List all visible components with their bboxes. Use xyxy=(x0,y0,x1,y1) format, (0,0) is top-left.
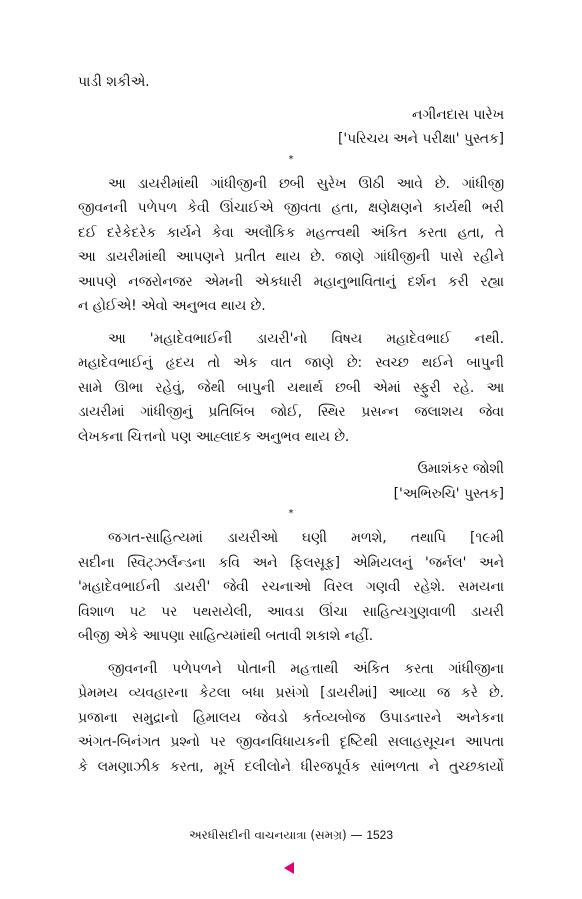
paragraph-line: આ ડાયરીમાંથી ગાંધીજીની છબી સુરેખ ઊઠી આવે છે. ગાંધીજી xyxy=(108,175,504,192)
paragraph-line: 'મહાદેવભાઈની ડાયરી' જેવી રચનાઓ વિરલ ગણવી રહેશે. સમયના xyxy=(78,579,504,595)
page-number: 1523 xyxy=(366,828,394,842)
paragraph-line: આ ડાયરીમાંથી આપણને પ્રતીત થાય છે. જાણે ગાંધીજીની પાસે રહીને xyxy=(78,249,504,265)
paragraph-line: લેખકના ચિત્તનો પણ આહ્લાદક અનુભવ થાય છે. xyxy=(78,428,350,445)
continuation-line: પાડી શકીએ. xyxy=(78,74,150,90)
previous-page-arrow-icon[interactable] xyxy=(284,862,294,874)
paragraph-line: વિશાળ પટ પર પથરાયેલી, આવડા ઊંચા સાહિત્યગુણવાળી ડાયરી xyxy=(78,603,504,620)
paragraph-line: બીજી એકે આપણા સાહિત્યમાંથી બતાવી શકાશે નહીં. xyxy=(78,628,374,644)
paragraph-line: જગત-સાહિત્યમાં ડાયરીઓ ઘણી મળશે, તથાપિ [૧૯મી xyxy=(108,530,504,546)
separator-star: * xyxy=(288,153,294,165)
paragraph-line: પ્રજાના સમુદ્રાનો હિમાલય જેવડો કર્તવ્યબોજ ઉપાડનારને અનેકના xyxy=(78,709,504,726)
paragraph-line: કે લમણાઝીક કરતા, મૂર્ખ દલીલોને ધીરજપૂર્વક સાંભળતા ને તુચ્છકાર્યો xyxy=(78,758,504,775)
attribution-name: ઉમાશંકર જોશી xyxy=(417,461,504,477)
paragraph-line: દઈ દરેકેદરેક કાર્યને કેવા અલૌકિક મહત્ત્વથી અંકિત કરતા હતા, તે xyxy=(78,224,504,241)
attribution-source: ['અભિરુચિ' પુસ્તક] xyxy=(393,485,504,502)
paragraph-2 xyxy=(78,327,504,450)
attribution-name: નગીનદાસ પારેખ xyxy=(411,106,504,123)
paragraph-3 xyxy=(78,526,504,649)
page-footer xyxy=(0,828,582,843)
paragraph-line: જીવનની પળેપળ કેવી ઊંચાઈએ જીવતા હતા, ક્ષણેક્ષણને કાર્યથી ભરી xyxy=(78,200,504,216)
separator-star: * xyxy=(288,508,294,519)
paragraph-line: પ્રેમમય વ્યવહારના કેટલા બધા પ્રસંગો [ડાયરીમાં] આવ્યા જ કરે છે. xyxy=(78,685,504,701)
paragraph-line: સામે ઊભા રહેવું, જેથી બાપુની યથાર્થ છબી એમાં સ્ફુરી રહે. આ xyxy=(78,379,504,396)
paragraph-line: અંગત-બિનંગત પ્રશ્નો પર જીવનવિધાયકની દૃષ્ટિથી સલાહસૂચન આપતા xyxy=(78,734,504,750)
paragraph-line: આપણે નજરોનજર એમની એકધારી મહાનુભાવિતાનું દર્શન કરી રહ્યા xyxy=(78,273,504,290)
paragraph-line: ડાયરીમાં ગાંધીજીનું પ્રતિબિંબ જોઈ, સ્થિર પ્રસન્ન જલાશય જેવા xyxy=(78,404,504,420)
paragraph-line: મહાદેવભાઈનું હૃદય તો એક વાત જાણે છે: સ્વચ્છ થઈને બાપુની xyxy=(78,355,504,371)
paragraph-4 xyxy=(78,657,504,780)
paragraph-line: ન હોઈએ! એવો અનુભવ થાય છે. xyxy=(78,298,266,314)
attribution-source: ['પરિચય અને પરીક્ષા' પુસ્તક] xyxy=(338,131,504,147)
book-title: અરધીસદીની વાચનયાત્રા (સમગ્ર) — xyxy=(188,828,363,842)
document-page xyxy=(78,70,504,860)
paragraph-line: જીવનની પળેપળને પોતાની મહત્તાથી અંકિત કરતા ગાંધીજીના xyxy=(108,660,504,677)
paragraph-1 xyxy=(78,172,504,319)
paragraph-line: સદીના સ્વિટ્ઝર્લૅન્ડના કવિ અને ફિલસૂફ] એમિયલનું 'જર્નલ' અને xyxy=(78,554,504,571)
paragraph-line: આ 'મહાદેવભાઈની ડાયરી'નો વિષય મહાદેવભાઈ નથી. xyxy=(108,330,504,347)
